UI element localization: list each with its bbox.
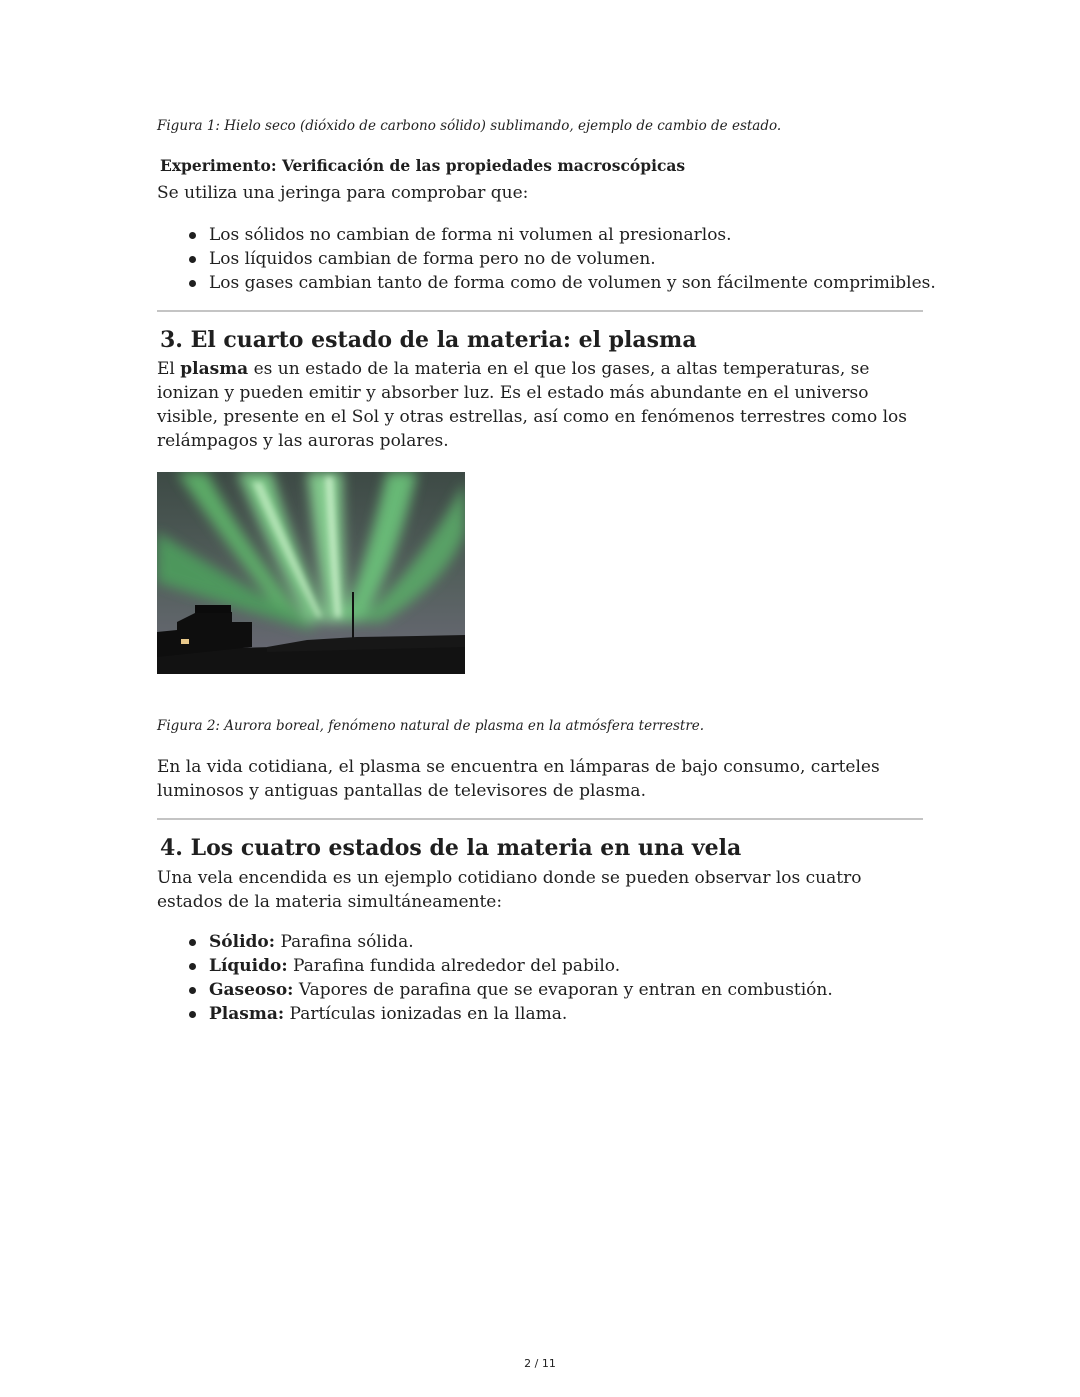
- state-description: Vapores de parafina que se evaporan y entran en combustión.: [293, 980, 833, 1000]
- list-item: [209, 930, 923, 954]
- experiment-intro: Se utiliza una jeringa para comprobar que:: [157, 183, 529, 203]
- candle-states-list: [157, 930, 923, 1026]
- experiment-title: Experimento: Verificación de las propiedades macroscópicas: [160, 156, 686, 175]
- state-description: Partículas ionizadas en la llama.: [284, 1004, 568, 1024]
- page-number: 2 / 11: [524, 1357, 556, 1370]
- figure-2-caption: Figura 2: Aurora boreal, fenómeno natural de plasma en la atmósfera terrestre.: [157, 718, 705, 734]
- state-description: Parafina sólida.: [275, 932, 414, 952]
- figure-1-caption: Figura 1: Hielo seco (dióxido de carbono sólido) sublimando, ejemplo de cambio de estado.: [157, 118, 782, 134]
- plasma-paragraph-start: El: [157, 359, 181, 379]
- plasma-paragraph: [157, 357, 923, 453]
- state-term: Líquido:: [209, 956, 288, 976]
- section-divider: [157, 818, 923, 820]
- state-term: Plasma:: [209, 1004, 285, 1024]
- plasma-paragraph-rest: es un estado de la materia en el que los gases, a altas temperaturas, se ionizan y pueden emitir y absorber luz. Es el estado más abundante en el universo visible, presente en el Sol y otras estrellas, así como en fenómenos terrestres como los relámpagos y las auroras polares.: [157, 359, 907, 451]
- plasma-everyday-paragraph: En la vida cotidiana, el plasma se encuentra en lámparas de bajo consumo, carteles luminosos y antiguas pantallas de televisores de plasma.: [157, 757, 880, 801]
- list-item: Los gases cambian tanto de forma como de volumen y son fácilmente comprimibles.: [209, 273, 936, 293]
- plasma-term: plasma: [180, 359, 249, 379]
- state-term: Gaseoso:: [209, 980, 294, 1000]
- list-item: [209, 1002, 923, 1026]
- section-4-heading: 4. Los cuatro estados de la materia en una vela: [160, 835, 742, 861]
- list-item: Los sólidos no cambian de forma ni volumen al presionarlos.: [209, 223, 923, 247]
- list-item: Los líquidos cambian de forma pero no de volumen.: [209, 247, 923, 271]
- state-description: Parafina fundida alrededor del pabilo.: [287, 956, 621, 976]
- candle-intro: Una vela encendida es un ejemplo cotidiano donde se pueden observar los cuatro estados de la materia simultáneamente:: [157, 868, 862, 912]
- section-3-heading: 3. El cuarto estado de la materia: el plasma: [160, 327, 697, 353]
- state-term: Sólido:: [209, 932, 276, 952]
- section-divider: [157, 310, 923, 312]
- aurora-borealis-image: [157, 472, 465, 674]
- list-item: [209, 954, 923, 978]
- list-item: [209, 978, 923, 1002]
- experiment-list: [157, 223, 936, 295]
